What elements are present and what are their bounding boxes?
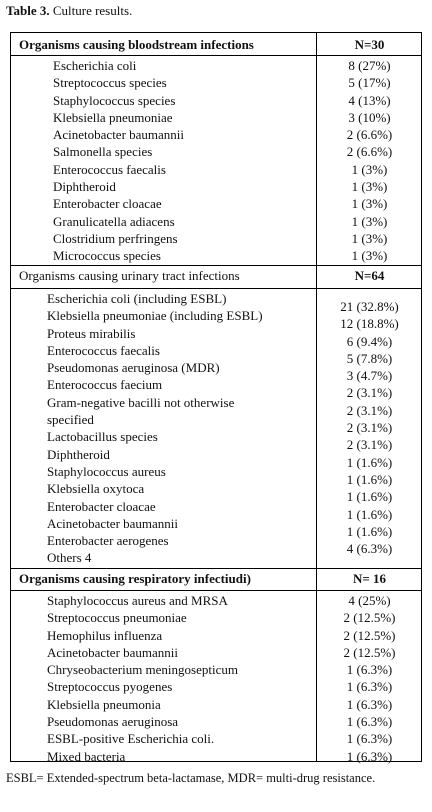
organism-count: 2 (6.6%) [346, 127, 393, 143]
organism-count: 5 (17%) [348, 75, 391, 91]
section-count: N=64 [354, 268, 385, 283]
value-list-bloodstream [316, 57, 423, 265]
table-caption-label: Table 3. [6, 3, 50, 18]
organism-count: 12 (18.8%) [340, 316, 399, 332]
organism-list-urinary [47, 290, 263, 567]
organism-name: Chryseobacterium meningosepticum [47, 662, 238, 678]
organism-count: 21 (32.8%) [340, 299, 399, 314]
organism-name: Hemophilus influenza [47, 627, 163, 643]
organism-count: 1 (3%) [351, 179, 388, 195]
organism-name: Staphylococcus aureus and MRSA [47, 593, 228, 608]
organism-name: Acinetobacter baumannii [47, 644, 179, 660]
organism-count: 1 (3%) [351, 230, 388, 246]
organism-count: 2 (3.1%) [346, 420, 393, 436]
organism-name: Salmonella species [53, 144, 153, 160]
organism-count: 4 (25%) [348, 593, 391, 608]
organism-list-respiratory [47, 592, 238, 765]
organism-name: Enterobacter cloacae [47, 498, 156, 514]
organism-count: 4 (6.3%) [346, 541, 393, 557]
organism-name: Lactobacillus species [47, 429, 158, 445]
table-footnote: ESBL= Extended-spectrum beta-lactamase, MDR= multi-drug resistance. [6, 771, 376, 785]
organism-name: Klebsiella pneumonia [47, 696, 161, 712]
organism-name: Mixed bacteria [47, 748, 126, 764]
organism-name: Pseudomonas aeruginosa [47, 714, 179, 730]
organism-count: 1 (6.3%) [346, 662, 393, 678]
table-caption [6, 2, 132, 20]
value-list-urinary [316, 298, 423, 557]
organism-count: 1 (3%) [351, 196, 388, 212]
section-count: N= 16 [352, 571, 387, 586]
organism-name: Micrococcus species [53, 248, 161, 264]
organism-name: Klebsiella pneumoniae (including ESBL) [47, 308, 263, 324]
organism-name: Streptococcus pyogenes [47, 679, 173, 695]
organism-name: Escherichia coli [53, 58, 137, 73]
organism-name: Klebsiella oxytoca [47, 481, 145, 497]
row-divider [11, 288, 421, 289]
organism-count: 6 (9.4%) [346, 333, 393, 349]
organism-name: Staphylococcus aureus [47, 463, 166, 479]
organism-name: Streptococcus pneumoniae [47, 610, 187, 626]
organism-name: Acinetobacter baumannii [47, 515, 179, 531]
organism-count: 2 (12.5%) [343, 610, 396, 626]
organism-count: 1 (1.6%) [346, 523, 393, 539]
organism-name: specified [47, 412, 94, 428]
organism-count: 2 (6.6%) [346, 144, 393, 160]
organism-name: Enterococcus faecium [47, 377, 163, 393]
organism-name: Enterococcus faecalis [47, 342, 160, 358]
section-count: N=30 [354, 37, 385, 52]
organism-name: Granulicatella adiacens [53, 213, 175, 229]
table-caption-text: Culture results. [49, 3, 133, 18]
organism-count: 4 (13%) [348, 92, 391, 108]
organism-count: 1 (1.6%) [346, 471, 393, 487]
organism-name: Proteus mirabilis [47, 325, 136, 341]
organism-count: 2 (12.5%) [343, 627, 396, 643]
organism-count: 1 (3%) [351, 248, 388, 264]
organism-count: 1 (6.3%) [346, 714, 393, 730]
organism-count: 1 (1.6%) [346, 454, 393, 470]
organism-count: 5 (7.8%) [346, 350, 393, 366]
row-divider [11, 55, 421, 56]
organism-name: Diphtheroid [53, 179, 116, 195]
section-title: Organisms causing urinary tract infections [19, 268, 240, 283]
organism-count: 1 (6.3%) [346, 748, 393, 764]
organism-count: 2 (3.1%) [346, 385, 393, 401]
organism-name: Acinetobacter baumannii [53, 127, 185, 143]
organism-count: 1 (6.3%) [346, 696, 393, 712]
organism-count: 2 (3.1%) [346, 437, 393, 453]
organism-count: 2 (3.1%) [346, 402, 393, 418]
organism-list-bloodstream [53, 57, 184, 265]
organism-count: 1 (3%) [351, 213, 388, 229]
organism-name: Streptococcus species [53, 75, 167, 91]
organism-count: 8 (27%) [348, 58, 391, 73]
section-divider [11, 265, 421, 266]
row-divider [11, 590, 421, 591]
organism-name: Gram-negative bacilli not otherwise [47, 394, 235, 410]
value-list-respiratory [316, 592, 423, 765]
organism-name: Klebsiella pneumoniae [53, 109, 173, 125]
organism-name: Enterococcus faecalis [53, 161, 166, 177]
organism-count: 1 (3%) [351, 161, 388, 177]
organism-name: Enterobacter cloacae [53, 196, 162, 212]
organism-count: 1 (6.3%) [346, 679, 393, 695]
organism-count: 1 (1.6%) [346, 489, 393, 505]
organism-name: ESBL-positive Escherichia coli. [47, 731, 215, 747]
organism-name: Pseudomonas aeruginosa (MDR) [47, 360, 220, 376]
organism-name: Clostridium perfringens [53, 230, 178, 246]
section-title: Organisms causing respiratory infectiudi) [19, 571, 251, 586]
section-title: Organisms causing bloodstream infections [19, 37, 254, 52]
organism-count: 3 (4.7%) [346, 368, 393, 384]
section-divider [11, 568, 421, 569]
organism-name: Others 4 [47, 550, 92, 566]
organism-name: Enterobacter aerogenes [47, 533, 169, 549]
organism-count: 1 (6.3%) [346, 731, 393, 747]
organism-count: 3 (10%) [348, 109, 391, 125]
organism-count: 1 (1.6%) [346, 506, 393, 522]
culture-results-table [10, 32, 422, 762]
organism-name: Diphtheroid [47, 446, 110, 462]
organism-name: Escherichia coli (including ESBL) [47, 291, 227, 306]
organism-name: Staphylococcus species [53, 92, 176, 108]
organism-count: 2 (12.5%) [343, 644, 396, 660]
